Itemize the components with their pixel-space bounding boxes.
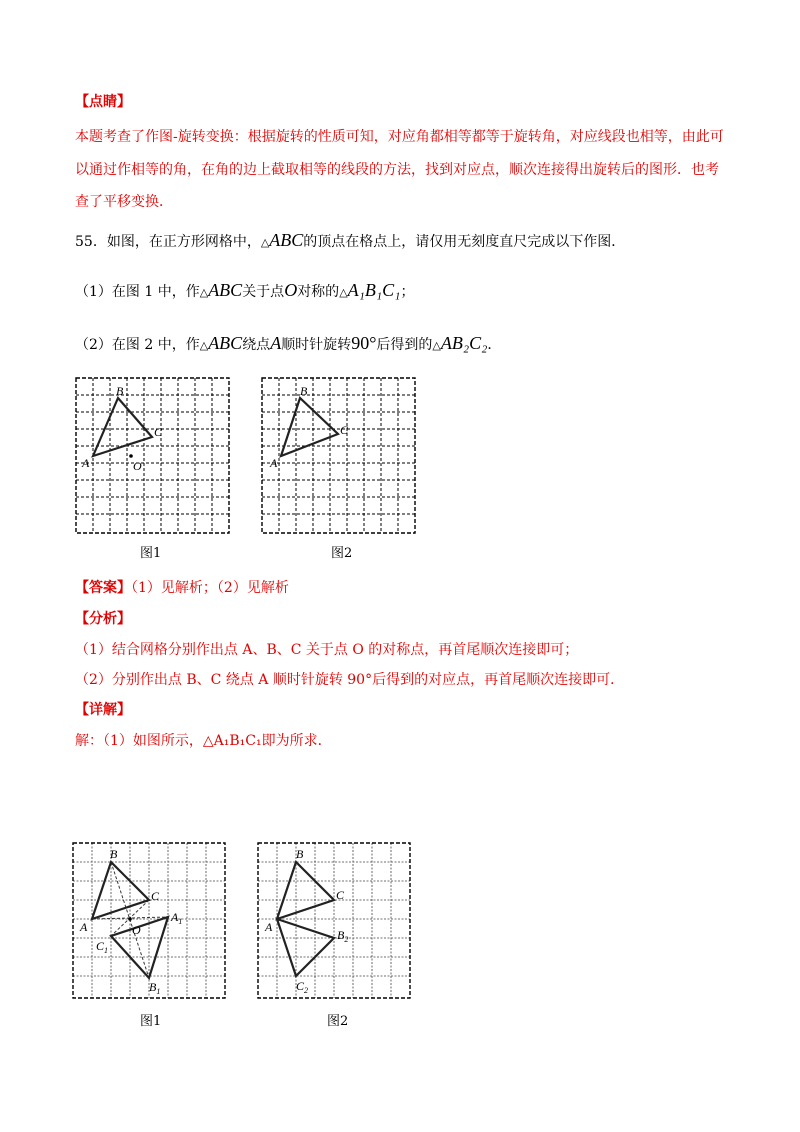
label-c: C [154, 425, 163, 439]
tip-line-3: 查了平移变换． [75, 194, 173, 210]
detail-heading: 【详解】 [75, 702, 131, 718]
bottom-figure-1 [73, 843, 225, 998]
label-b: B [296, 847, 304, 861]
part2-prefix: （2）在图 2 中，作 [75, 337, 200, 353]
triangle-abc-shape [281, 398, 338, 456]
analysis-line-1: （1）结合网格分别作出点 A、B、C 关于点 O 的对称点，再首尾顺次连接即可； [75, 642, 579, 658]
question-number: 55． [75, 234, 107, 250]
top-figure-2 [262, 378, 415, 533]
top-figure-1-caption: 图1 [140, 546, 162, 561]
label-a: A [270, 456, 278, 470]
part1-suffix: 对称的 [297, 284, 340, 300]
label-b: B [116, 384, 124, 398]
detail-text: 解：（1）如图所示，△A₁B₁C₁即为所求． [75, 733, 332, 749]
triangle-a1b1c1: △A₁B₁C₁ [339, 280, 401, 300]
bottom-figure-2 [258, 843, 410, 998]
point-o-dot [129, 454, 133, 458]
part1-mid: 关于点 [242, 284, 285, 300]
angle-90: 90° [351, 333, 377, 353]
tip-heading: 【点睛】 [75, 94, 131, 110]
analysis-line-2: （2）分别作出点 B、C 绕点 A 顺时针旋转 90°后得到的对应点，再首尾顺次连接即可． [75, 672, 625, 688]
part2-rot: 顺时针旋转 [281, 337, 352, 353]
label-b: B [300, 384, 308, 398]
label-c1: $C_1$ [96, 939, 109, 955]
question-part-1 [75, 280, 414, 303]
top-figure-2-caption: 图2 [331, 546, 353, 561]
label-a: A [82, 456, 90, 470]
label-c: C [340, 423, 349, 437]
question-stem-suffix: 的顶点在格点上，请仅用无刻度直尺完成以下作图． [303, 234, 626, 250]
bottom-figure-1-caption: 图1 [140, 1014, 162, 1029]
label-o: O [132, 923, 141, 937]
label-b2: $B_2$ [337, 928, 349, 944]
answer-heading: 【答案】 [75, 580, 131, 596]
triangle-abc-shape [93, 398, 152, 456]
part1-end: ； [400, 284, 415, 300]
part2-suffix: 后得到的 [376, 337, 433, 353]
point-o: O [284, 280, 298, 300]
triangle-abc: △ABC [199, 280, 243, 300]
part1-prefix: （1）在图 1 中，作 [75, 284, 200, 300]
bottom-figure-2-caption: 图2 [327, 1014, 349, 1029]
label-a1: $A_1$ [171, 910, 183, 926]
label-a: A [265, 920, 273, 934]
part2-mid: 绕点 [242, 337, 271, 353]
label-b: B [110, 847, 118, 861]
label-b1: $B_1$ [149, 980, 161, 996]
question-stem [75, 230, 625, 253]
tip-line-2: 以通过作相等的角，在角的边上截取相等的线段的方法，找到对应点，顺次连接得出旋转后的图形．也考 [75, 162, 719, 178]
analysis-heading: 【分析】 [75, 611, 131, 627]
question-stem-prefix: 如图，在正方形网格中， [106, 234, 261, 250]
triangle-ab2c2: △AB₂C₂ [432, 333, 488, 353]
triangle-abc-shape [277, 862, 334, 919]
label-a: A [80, 920, 88, 934]
answer-line [75, 578, 289, 598]
tip-line-1: 本题考查了作图-旋转变换：根据旋转的性质可知，对应角都相等都等于旋转角，对应线段也相等，由此可 [75, 129, 724, 145]
label-c2: $C_2$ [296, 979, 309, 995]
triangle-abc: △ABC [260, 230, 304, 250]
answer-text: （1）见解析；（2）见解析 [131, 580, 289, 596]
triangle-ab2c2-shape [277, 919, 334, 976]
triangle-abc: △ABC [199, 333, 243, 353]
label-c: C [336, 888, 345, 902]
point-a: A [270, 333, 282, 353]
part2-end: ． [487, 337, 502, 353]
top-figure-1 [76, 378, 229, 533]
point-o-dot [128, 917, 132, 921]
label-o: O [133, 459, 142, 473]
question-part-2 [75, 333, 501, 356]
label-c: C [151, 889, 160, 903]
